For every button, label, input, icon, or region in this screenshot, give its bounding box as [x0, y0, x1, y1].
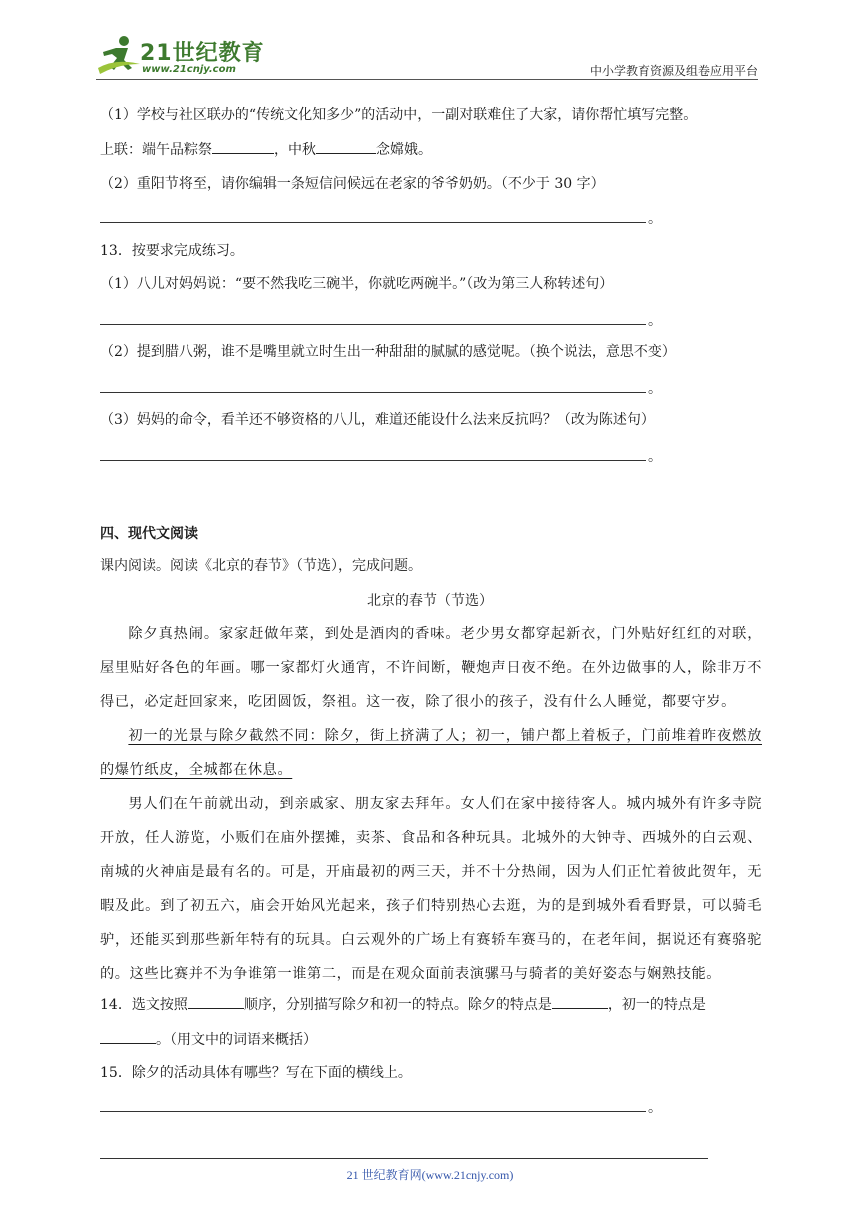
- q14-blank-chuxi[interactable]: [552, 995, 608, 1009]
- passage-paragraph-1: 除夕真热闹。家家赶做年菜，到处是酒肉的香味。老少男女都穿起新衣，门外贴好红红的对联，屋里贴好各色的年画。哪一家都灯火通宵，不许间断，鞭炮声日夜不绝。在外边做事的人，除非万不得已，必定赶回家来，吃团圆饭，祭祖。这一夜，除了很小的孩子，没有什么人睡觉，都要守岁。: [100, 626, 762, 710]
- q14-text-c: ，初一的特点是: [607, 997, 706, 1013]
- passage-paragraph-2: [100, 719, 762, 787]
- q14-text-b: 顺序，分别描写除夕和初一的特点。除夕的特点是: [243, 997, 552, 1013]
- logo: [96, 34, 266, 80]
- q12-part2: （2）重阳节将至，请你编辑一条短信问候远在老家的爷爷奶奶。（不少于 30 字）: [100, 176, 605, 192]
- answer-line-q12[interactable]: [100, 222, 646, 223]
- q14-text-d: 。（用文中的词语来概括）: [156, 1032, 317, 1048]
- runner-logo-icon: [96, 34, 142, 78]
- answer-line-q13-2[interactable]: [100, 392, 646, 393]
- period-mark: 。: [648, 449, 662, 465]
- platform-name: 中小学教育资源及组卷应用平台: [589, 64, 758, 78]
- period-mark: 。: [648, 211, 662, 227]
- footer-divider: [100, 1158, 708, 1159]
- q13-title: 13．按要求完成练习。: [100, 243, 244, 259]
- couplet-blank-2[interactable]: [316, 140, 376, 154]
- passage-paragraph-3: 男人们在午前就出动，到亲戚家、朋友家去拜年。女人们在家中接待客人。城内城外有许多寺院开放，任人游览，小贩们在庙外摆摊，卖茶、食品和各种玩具。北城外的大钟寺、西城外的白云观、南城的火神庙是最有名的。可是，开庙最初的两三天，并不十分热闹，因为人们正忙着彼此贺年，无暇及此。到了初五六，庙会开始风光起来，孩子们特别热心去逛，为的是到城外看看野景，可以骑毛驴，还能买到那些新年特有的玩具。白云观外的广场上有赛轿车赛马的，在老年间，据说还有赛骆驼的。这些比赛并不为争谁第一谁第二，而是在观众面前表演骡马与骑者的美好姿态与娴熟技能。: [100, 796, 762, 982]
- header-divider: [96, 79, 758, 80]
- answer-line-q13-1[interactable]: [100, 324, 646, 325]
- logo-text: 21世纪教育: [140, 41, 265, 66]
- reading-intro: 课内阅读。阅读《北京的春节》（节选），完成问题。: [100, 558, 422, 574]
- passage-title: 北京的春节（节选）: [367, 593, 493, 609]
- q14-text-a: 14．选文按照: [100, 997, 188, 1013]
- q13-part2: （2）提到腊八粥，谁不是嘴里就立时生出一种甜甜的腻腻的感觉呢。（换个说法，意思不变）: [100, 344, 676, 360]
- passage-body: [100, 617, 762, 991]
- q14-line1: [100, 995, 706, 1015]
- page-header: [96, 30, 758, 80]
- q14-blank-order[interactable]: [188, 995, 244, 1009]
- period-mark: 。: [648, 381, 662, 397]
- period-mark: 。: [648, 1100, 662, 1116]
- couplet-blank-1[interactable]: [212, 140, 274, 154]
- underlined-sentence: 初一的光景与除夕截然不同：除夕，街上挤满了人；初一，铺户都上着板子，门前堆着昨夜燃放的爆竹纸皮，全城都在休息。: [100, 728, 762, 778]
- section-title: 四、现代文阅读: [100, 526, 198, 542]
- q13-part3: （3）妈妈的命令，看羊还不够资格的八儿，难道还能设什么法来反抗吗？（改为陈述句）: [100, 412, 655, 428]
- period-mark: 。: [648, 313, 662, 329]
- logo-url: www.21cnjy.com: [142, 64, 236, 75]
- footer-link[interactable]: 21 世纪教育网(www.21cnjy.com): [346, 1168, 514, 1182]
- q15-text: 15．除夕的活动具体有哪些？写在下面的横线上。: [100, 1065, 412, 1081]
- q14-line2: [100, 1030, 317, 1050]
- couplet-part-b: ，中秋: [274, 142, 316, 158]
- answer-line-q13-3[interactable]: [100, 460, 646, 461]
- q14-blank-chuyi[interactable]: [100, 1030, 156, 1044]
- q12-part1: （1）学校与社区联办的“传统文化知多少”的活动中，一副对联难住了大家，请你帮忙填写完整。: [100, 107, 698, 123]
- answer-line-q15[interactable]: [100, 1111, 646, 1112]
- couplet-part-a: 上联：端午品粽祭: [100, 142, 212, 158]
- q12-couplet: [100, 140, 432, 160]
- couplet-part-c: 念嫦娥。: [376, 142, 432, 158]
- q13-part1: （1）八儿对妈妈说：“要不然我吃三碗半，你就吃两碗半。”（改为第三人称转述句）: [100, 276, 614, 292]
